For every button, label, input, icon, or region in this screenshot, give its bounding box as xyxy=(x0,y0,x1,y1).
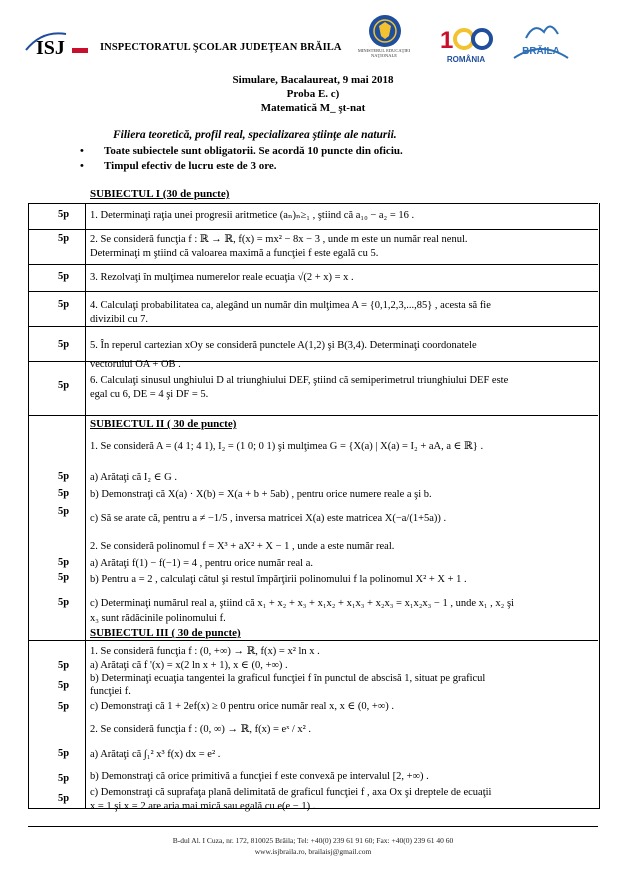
footer-address: B-dul Al. I Cuza, nr. 172, 810025 Brăila; Tel: +40(0) 239 61 91 60; Fax: +40(0) 239 61 40 60 xyxy=(172,836,454,845)
filiera-line: Filiera teoretică, profil real, specializarea ştiinţe ale naturii. xyxy=(113,129,397,141)
points-label: 5p xyxy=(58,209,70,220)
table-rule xyxy=(28,203,598,204)
s2-problem-2: 2. Se consideră polinomul f = X³ + aX² + X − 1 , unde a este număr real. xyxy=(90,541,395,552)
s1-question-2-cont: Determinaţi m ştiind că valoarea maximă a funcţiei f este egală cu 5. xyxy=(90,248,379,259)
table-rule xyxy=(28,640,598,641)
points-label: 5p xyxy=(58,339,70,350)
s1-question-3: 3. Rezolvaţi în mulţimea numerelor reale ecuaţia √(2 + x) = x . xyxy=(90,272,354,283)
s2-problem-1c: c) Să se arate că, pentru a ≠ −1/5 , inversa matricei X(a) este matricea X(−a/(1+5a)) . xyxy=(90,513,447,524)
s3-problem-1: 1. Se consideră funcţia f : (0, +∞) → ℝ, f(x) = x² ln x . xyxy=(90,646,320,657)
section-3-title: SUBIECTUL III ( 30 de puncte) xyxy=(90,627,241,639)
points-label: 5p xyxy=(58,233,70,244)
bullet-item: • Timpul efectiv de lucru este de 3 ore. xyxy=(80,160,277,172)
footer-web: www.isjbraila.ro, brailaisj@gmail.com xyxy=(254,847,372,856)
s1-question-5: 5. În reperul cartezian xOy se consideră punctele A(1,2) şi B(3,4). Determinaţi coordonatele xyxy=(90,340,477,351)
table-rule xyxy=(28,229,598,230)
points-label: 5p xyxy=(58,557,70,568)
points-label: 5p xyxy=(58,748,70,759)
s3-problem-1b: b) Determinaţi ecuaţia tangentei la graficul funcţiei f în punctul de abscisă 1, situat pe graficul xyxy=(90,673,486,684)
s2-problem-1: 1. Se consideră A = (4 1; 4 1), I₂ = (1 0; 0 1) şi mulţimea G = {X(a) | X(a) = I₂ + aA, a ∈ ℝ} . xyxy=(90,441,484,452)
bullet-item: • Toate subiectele sunt obligatorii. Se acordă 10 puncte din oficiu. xyxy=(80,145,403,157)
exam-session: Simulare, Bacalaureat, 9 mai 2018 xyxy=(232,74,394,86)
points-label: 5p xyxy=(58,660,70,671)
points-label: 5p xyxy=(58,701,70,712)
svg-text:1: 1 xyxy=(440,27,454,54)
braila-logo-icon xyxy=(504,18,578,70)
s3-problem-1b-cont: funcţiei f. xyxy=(90,686,131,697)
points-label: 5p xyxy=(58,380,70,391)
s2-problem-1a: a) Arătaţi că I₂ ∈ G . xyxy=(90,472,177,483)
s1-question-6: 6. Calculaţi sinusul unghiului D al triunghiului DEF, ştiind că semiperimetrul triunghiului DEF este xyxy=(90,375,509,386)
s2-problem-2b: b) Pentru a = 2 , calculaţi câtul şi restul împărţirii polinomului f la polinomul X² + X + 1 . xyxy=(90,574,467,585)
exam-proba: Proba E. c) xyxy=(286,88,340,100)
s1-question-5-cont: vectorului OA + OB . xyxy=(90,359,181,370)
s1-question-4: 4. Calculaţi probabilitatea ca, alegând un număr din mulţimea A = {0,1,2,3,...,85} , acesta să fie xyxy=(90,300,491,311)
isj-logo-icon xyxy=(22,28,92,62)
s1-question-1: 1. Determinaţi raţia unei progresii aritmetice (aₙ)ₙ≥₁ , ştiind că a₁₀ − a₂ = 16 . xyxy=(90,210,415,221)
s2-problem-2c: c) Determinaţi numărul real a, ştiind că x₁ + x₂ + x₃ + x₁x₂ + x₁x₃ + x₂x₃ = x₁x₂x₃ − 1 , unde x₁ , x₂ şi xyxy=(90,598,514,609)
s2-problem-2a: a) Arătaţi f(1) − f(−1) = 4 , pentru orice număr real a. xyxy=(90,558,314,569)
points-label: 5p xyxy=(58,680,70,691)
s3-problem-1c: c) Demonstraţi că 1 + 2ef(x) ≥ 0 pentru orice număr real x, x ∈ (0, +∞) . xyxy=(90,701,395,712)
s2-problem-2c-cont: x₃ sunt rădăcinile polinomului f. xyxy=(90,613,226,624)
exam-subject: Matematică M_ şt-nat xyxy=(260,102,366,114)
points-label: 5p xyxy=(58,597,70,608)
table-rule xyxy=(28,264,598,265)
org-title: INSPECTORATUL ŞCOLAR JUDEŢEAN BRĂILA xyxy=(100,42,342,53)
section-2-title: SUBIECTUL II ( 30 de puncte) xyxy=(90,418,237,430)
section-1-title: SUBIECTUL I (30 de puncte) xyxy=(90,188,230,200)
svg-text:BRĂILA: BRĂILA xyxy=(522,46,560,57)
s3-problem-2c: c) Demonstraţi că suprafaţa plană delimitată de graficul funcţiei f , axa Ox şi dreptele de ecuaţii xyxy=(90,787,492,798)
centenar-logo-icon xyxy=(430,20,502,68)
table-rule xyxy=(28,415,598,416)
points-label: 5p xyxy=(58,471,70,482)
s1-question-6-cont: egal cu 6, DE = 4 şi DF = 5. xyxy=(90,389,209,400)
s3-problem-2c-cont: x = 1 şi x = 2 are aria mai mică sau egală cu e(e − 1) . xyxy=(90,801,316,812)
s3-problem-1a: a) Arătaţi că f '(x) = x(2 ln x + 1), x ∈ (0, +∞) . xyxy=(90,660,288,671)
table-divider xyxy=(85,203,86,808)
points-label: 5p xyxy=(58,773,70,784)
points-label: 5p xyxy=(58,572,70,583)
points-label: 5p xyxy=(58,299,70,310)
points-label: 5p xyxy=(58,506,70,517)
question-table xyxy=(28,203,600,809)
ministry-seal-icon xyxy=(362,14,408,48)
points-label: 5p xyxy=(58,271,70,282)
points-label: 5p xyxy=(58,488,70,499)
s1-question-4-cont: divizibil cu 7. xyxy=(90,314,149,325)
svg-text:ROMÂNIA: ROMÂNIA xyxy=(446,55,486,64)
s3-problem-2: 2. Se consideră funcţia f : (0, ∞) → ℝ, f(x) = eˣ / x² . xyxy=(90,724,312,735)
s3-problem-2b: b) Demonstraţi că orice primitivă a funcţiei f este convexă pe intervalul [2, +∞) . xyxy=(90,771,429,782)
footer-rule xyxy=(28,826,598,827)
ministry-name: MINISTERUL EDUCAŢIEI NAŢIONALE xyxy=(357,48,411,58)
s2-problem-1b: b) Demonstraţi că X(a) · X(b) = X(a + b + 5ab) , pentru orice numere reale a şi b. xyxy=(90,489,432,500)
s1-question-2: 2. Se consideră funcţia f : ℝ → ℝ, f(x) = mx² − 8x − 3 , unde m este un număr real nenul. xyxy=(90,234,468,245)
table-rule xyxy=(28,291,598,292)
s3-problem-2a: a) Arătaţi că ∫₁² x³ f(x) dx = e² . xyxy=(90,749,221,760)
points-label: 5p xyxy=(58,793,70,804)
svg-text:ISJ: ISJ xyxy=(36,37,65,59)
